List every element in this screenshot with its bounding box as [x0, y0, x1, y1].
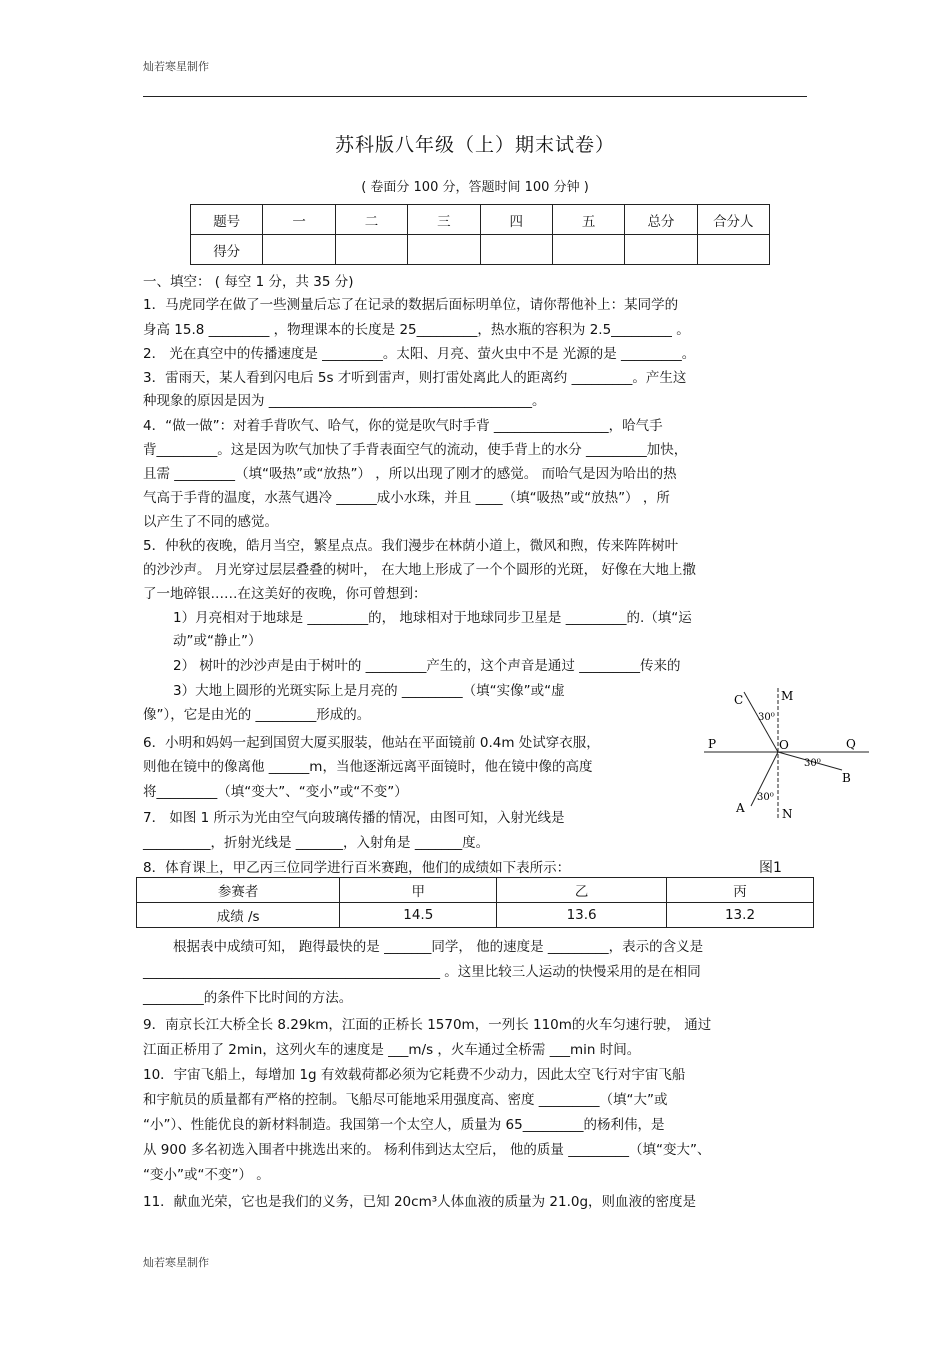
angle-label-right: 30⁰ — [804, 758, 821, 769]
text-line: 3．雷雨天，某人看到闪电后 5s 才听到雷声，则打雷处离此人的距离约 _________。产生这 — [143, 370, 687, 386]
table-cell: 13.2 — [667, 903, 814, 928]
text-line: 从 900 多名初选入围者中挑选出来的。 杨利伟到达太空后， 他的质量 _________（填“变大”、 — [143, 1142, 711, 1158]
text-line: ____________________________________________ 。这里比较三人运动的快慢采用的是在相同 — [143, 964, 701, 980]
label-n: N — [782, 807, 793, 821]
text-line: 7． 如图 1 所示为光由空气向玻璃传播的情况，由图可知，入射光线是 — [143, 810, 565, 826]
table-cell: 二 — [335, 205, 407, 235]
text-line: 种现象的原因是因为 _______________________________________。 — [143, 393, 546, 409]
page-title: 苏科版八年级（上）期末试卷） — [334, 134, 615, 156]
header-note: 灿若寒星制作 — [143, 60, 209, 73]
table-cell: 四 — [480, 205, 552, 235]
figure-caption: 图1 — [759, 860, 782, 876]
text-line: 9．南京长江大桥全长 8.29km，江面的正桥长 1570m，一列长 110m的火车匀速行驶， 通过 — [143, 1017, 712, 1033]
text-line: 1）月亮相对于地球是 _________的， 地球相对于地球同步卫星是 _________的.（填“运 — [173, 610, 692, 626]
text-line: 的沙沙声。 月光穿过层层叠叠的树叶， 在大地上形成了一个个圆形的光斑， 好像在大地上撒 — [143, 562, 696, 578]
text-line: 了一地碎银……在这美好的夜晚，你可曾想到： — [143, 586, 427, 602]
text-line: 4．“做一做”：对着手背吹气、哈气，你的觉是吹气时手背 _________________，哈气手 — [143, 418, 663, 434]
text-line: 背_________。这是因为吹气加快了手背表面空气的流动，使手背上的水分 _________加快， — [143, 442, 688, 458]
score-input-cell[interactable] — [408, 235, 480, 265]
text-line: 2． 光在真空中的传播速度是 _________。太阳、月亮、萤火虫中不是 光源的是 _________。 — [143, 346, 696, 362]
text-line: 2） 树叶的沙沙声是由于树叶的 _________产生的，这个声音是通过 _________传来的 — [173, 658, 681, 674]
score-table-header-row — [191, 205, 770, 235]
text-line: 且需 _________（填“吸热”或“放热”） ，所以出现了刚才的感觉。 而哈气是因为哈出的热 — [143, 466, 677, 482]
score-input-cell[interactable] — [552, 235, 624, 265]
text-line: 5．仲秋的夜晚，皓月当空，繁星点点。我们漫步在林荫小道上，微风和煦，传来阵阵树叶 — [143, 538, 679, 554]
text-line: __________，折射光线是 _______，入射角是 _______度。 — [143, 835, 490, 851]
label-a: A — [736, 801, 745, 815]
table-cell: 乙 — [497, 878, 667, 903]
table-cell: 题号 — [191, 205, 263, 235]
label-p: P — [708, 737, 717, 751]
race-results-table — [136, 877, 814, 928]
table-cell: 甲 — [340, 878, 497, 903]
text-line: 气高于手背的温度，水蒸气遇冷 ______成小水珠，并且 ____（填“吸热”或“放热”） ，所 — [143, 490, 670, 506]
angle-label-lower: 30⁰ — [757, 792, 774, 803]
table-cell: 参赛者 — [137, 878, 340, 903]
text-line: 一、填空： ( 每空 1 分，共 35 分) — [143, 274, 354, 290]
score-input-cell[interactable] — [625, 235, 697, 265]
table-cell: 丙 — [667, 878, 814, 903]
score-table — [190, 204, 770, 265]
text-line: 11．献血光荣，它也是我们的义务，已知 20cm³人体血液的质量为 21.0g，则血液的密度是 — [143, 1194, 697, 1210]
text-line: 则他在镜中的像离他 ______m，当他逐渐远离平面镜时，他在镜中像的高度 — [143, 759, 593, 775]
table-cell: 三 — [408, 205, 480, 235]
score-table-score-row — [191, 235, 770, 265]
text-line: 和宇航员的质量都有严格的控制。飞船尽可能地采用强度高、密度 _________（填“大”或 — [143, 1092, 668, 1108]
score-input-cell[interactable] — [335, 235, 407, 265]
text-line: “小”）、性能优良的新材料制造。我国第一个太空人，质量为 65_________的杨利伟，是 — [143, 1117, 665, 1133]
text-line: 6．小明和妈妈一起到国贸大厦买服装，他站在平面镜前 0.4m 处试穿衣服， — [143, 735, 600, 751]
angle-label-upper: 30⁰ — [758, 712, 775, 723]
text-line: “变小”或“不变”） 。 — [143, 1167, 270, 1183]
score-input-cell[interactable] — [480, 235, 552, 265]
table-row — [137, 878, 814, 903]
table-row — [137, 903, 814, 928]
table-cell: 五 — [552, 205, 624, 235]
table-cell: 合分人 — [697, 205, 769, 235]
text-line: 8．体育课上，甲乙丙三位同学进行百米赛跑，他们的成绩如下表所示： — [143, 860, 571, 876]
text-line: _________的条件下比时间的方法。 — [143, 990, 353, 1006]
text-line: 根据表中成绩可知， 跑得最快的是 _______同学， 他的速度是 _________，表示的含义是 — [173, 939, 704, 955]
table-cell: 13.6 — [497, 903, 667, 928]
label-m: M — [781, 689, 794, 703]
table-cell: 总分 — [625, 205, 697, 235]
label-q: Q — [846, 737, 856, 751]
text-line: 身高 15.8 _________ ，物理课本的长度是 25_________，热水瓶的容积为 2.5_________ 。 — [143, 322, 690, 338]
exam-info: ( 卷面分 100 分，答题时间 100 分钟 ) — [361, 180, 589, 195]
score-input-cell[interactable] — [263, 235, 335, 265]
text-line: 将_________（填“变大”、“变小”或“不变”） — [143, 784, 408, 800]
text-line: 10．宇宙飞船上，每增加 1g 有效载荷都必须为它耗费不少动力，因此太空飞行对宇宙飞船 — [143, 1067, 686, 1083]
label-o: O — [779, 738, 789, 752]
score-input-cell[interactable] — [697, 235, 769, 265]
table-cell: 一 — [263, 205, 335, 235]
header-divider — [143, 96, 807, 97]
footer-note: 灿若寒星制作 — [143, 1256, 209, 1269]
text-line: 3）大地上圆形的光斑实际上是月亮的 _________（填“实像”或“虚 — [173, 683, 565, 699]
text-line: 像”），它是由光的 _________形成的。 — [143, 707, 371, 723]
refraction-diagram — [704, 688, 874, 828]
label-b: B — [842, 771, 851, 785]
table-cell: 得分 — [191, 235, 263, 265]
text-line: 江面正桥用了 2min，这列火车的速度是 ___m/s ，火车通过全桥需 ___min 时间。 — [143, 1042, 641, 1058]
table-cell: 14.5 — [340, 903, 497, 928]
text-line: 以产生了不同的感觉。 — [143, 514, 278, 530]
table-cell: 成绩 /s — [137, 903, 340, 928]
text-line: 动”或“静止”） — [173, 633, 262, 649]
text-line: 1．马虎同学在做了一些测量后忘了在记录的数据后面标明单位，请你帮他补上：某同学的 — [143, 297, 679, 313]
label-c: C — [734, 693, 744, 707]
